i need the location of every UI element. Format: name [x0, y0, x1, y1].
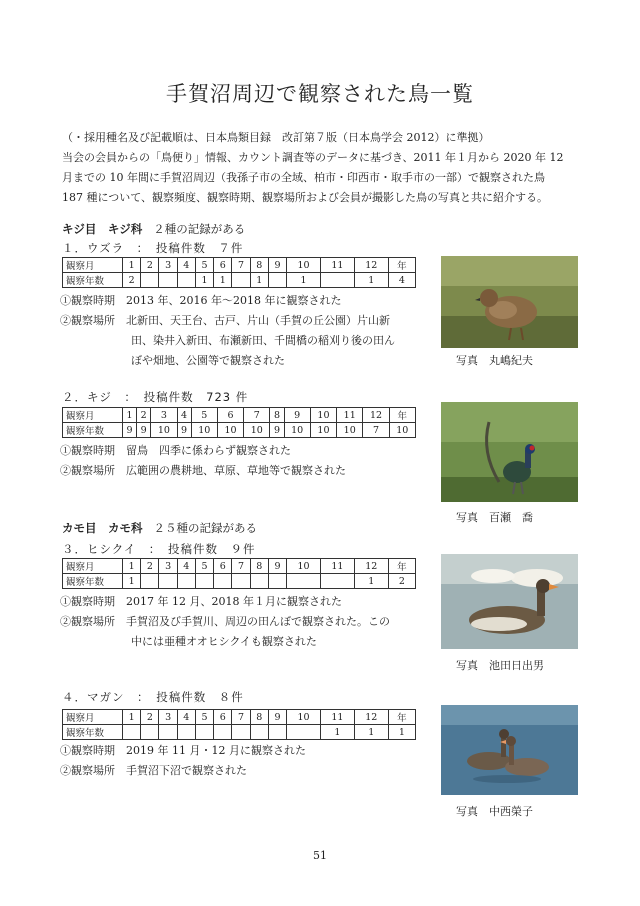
- count-cell: [177, 725, 195, 740]
- count-cell: [287, 725, 321, 740]
- month-cell: 7: [232, 258, 250, 273]
- month-cell: 12: [354, 559, 388, 574]
- observation-place: 中には亜種オオヒシクイも観察された: [131, 635, 317, 648]
- observation-period: ①観察時期 2019 年 11 月・12 月に観察された: [60, 744, 306, 757]
- count-cell: 1: [354, 725, 388, 740]
- count-cell: 7: [363, 423, 389, 438]
- observation-place: ②観察場所 手賀沼及び手賀川、周辺の田んぼで観察された。この: [60, 615, 390, 628]
- count-cell: [232, 725, 250, 740]
- bean-goose-photo: [441, 554, 578, 649]
- month-cell: 8: [250, 258, 268, 273]
- month-cell: 10: [287, 559, 321, 574]
- count-cell: 10: [284, 423, 310, 438]
- month-cell: 11: [320, 258, 354, 273]
- page-title: 手賀沼周辺で観察された鳥一覧: [166, 82, 474, 106]
- page-number: 51: [313, 849, 327, 862]
- month-cell: 11: [320, 710, 354, 725]
- row-label: 観察年数: [63, 273, 123, 288]
- species-notes: [60, 441, 346, 481]
- intro-text: [62, 128, 582, 208]
- month-row: [63, 559, 416, 574]
- month-cell: 4: [177, 408, 191, 423]
- quail-photo: [441, 256, 578, 348]
- month-cell: 5: [195, 710, 213, 725]
- photo-credit: 写真 百瀬 喬: [456, 511, 533, 524]
- month-cell: 12: [354, 258, 388, 273]
- row-label: 観察年数: [63, 574, 123, 589]
- count-cell: 10: [151, 423, 177, 438]
- month-cell: 12: [354, 710, 388, 725]
- count-cell: 1: [123, 574, 141, 589]
- intro-line: 187 種について、観察頻度、観察時期、観察場所および会員が撮影した鳥の写真と共に紹介する。: [62, 191, 549, 204]
- intro-line: 当会の会員からの「鳥便り」情報、カウント調査等のデータに基づき、2011 年１月から 2020 年 12: [62, 151, 564, 164]
- count-cell: [141, 725, 159, 740]
- species-notes: [60, 291, 395, 371]
- intro-line: （・採用種名及び記載順は、日本鳥類目録 改訂第７版（日本鳥学会 2012）に準拠）: [62, 131, 490, 144]
- count-cell: 1: [354, 273, 388, 288]
- count-cell: 9: [270, 423, 284, 438]
- observation-period: ①観察時期 2017 年 12 月、2018 年１月に観察された: [60, 595, 342, 608]
- month-cell: 5: [191, 408, 217, 423]
- row-label: 観察年数: [63, 725, 123, 740]
- photo-credit: 写真 丸嶋紀夫: [456, 354, 533, 367]
- photo-credit: 写真 中西榮子: [456, 805, 533, 818]
- observation-place: ②観察場所 北新田、天王台、古戸、片山（手賀の丘公園）片山新: [60, 314, 390, 327]
- count-cell: [141, 574, 159, 589]
- month-cell: 1: [123, 559, 141, 574]
- count-cell: 9: [177, 423, 191, 438]
- observation-table: [62, 558, 416, 589]
- count-cell: [195, 574, 213, 589]
- row-label: 観察月: [63, 710, 123, 725]
- observation-place: ②観察場所 手賀沼下沼で観察された: [60, 764, 247, 777]
- month-cell: 6: [217, 408, 243, 423]
- month-cell: 9: [268, 559, 286, 574]
- observation-period: ①観察時期 留鳥 四季に係わらず観察された: [60, 444, 291, 457]
- observation-table: [62, 407, 416, 438]
- count-cell: [159, 273, 177, 288]
- count-cell: 1: [287, 273, 321, 288]
- observation-period: ①観察時期 2013 年、2016 年～2018 年に観察された: [60, 294, 342, 307]
- species-notes: [60, 741, 306, 781]
- count-cell: [159, 574, 177, 589]
- species-title: ３．ヒシクイ ： 投稿件数 ９件: [62, 542, 256, 556]
- count-cell: 9: [137, 423, 151, 438]
- month-cell: 1: [123, 710, 141, 725]
- count-cell: 1: [195, 273, 213, 288]
- white-fronted-goose-photo: [441, 705, 578, 795]
- month-row: [63, 710, 416, 725]
- order-note: ２種の記録がある: [153, 222, 246, 236]
- month-row: [63, 258, 416, 273]
- month-cell: 年: [388, 710, 415, 725]
- count-cell: 1: [250, 273, 268, 288]
- count-row: [63, 273, 416, 288]
- month-cell: 6: [214, 559, 232, 574]
- count-cell: [268, 273, 286, 288]
- month-cell: 4: [177, 258, 195, 273]
- month-cell: 2: [137, 408, 151, 423]
- species-title: １．ウズラ ： 投稿件数 ７件: [62, 241, 244, 255]
- species-title: ４．マガン ： 投稿件数 ８件: [62, 690, 244, 704]
- order-heading: [62, 520, 257, 536]
- count-cell: 10: [217, 423, 243, 438]
- month-cell: 8: [250, 710, 268, 725]
- month-cell: 5: [195, 258, 213, 273]
- month-cell: 2: [141, 710, 159, 725]
- count-cell: 4: [388, 273, 415, 288]
- month-cell: 7: [232, 710, 250, 725]
- species-title: ２．キジ ： 投稿件数 723 件: [62, 390, 249, 404]
- count-cell: [232, 273, 250, 288]
- count-cell: 1: [354, 574, 388, 589]
- month-cell: 年: [388, 258, 415, 273]
- count-cell: [268, 574, 286, 589]
- month-cell: 1: [123, 408, 137, 423]
- count-cell: [159, 725, 177, 740]
- observation-place: 田、染井入新田、布瀬新田、千間橋の稲刈り後の田ん: [131, 334, 395, 347]
- month-cell: 2: [141, 559, 159, 574]
- observation-table: [62, 257, 416, 288]
- month-cell: 7: [232, 559, 250, 574]
- count-cell: [250, 725, 268, 740]
- order-label: キジ目 キジ科: [62, 222, 143, 236]
- count-cell: 1: [320, 725, 354, 740]
- count-cell: [177, 273, 195, 288]
- row-label: 観察月: [63, 408, 123, 423]
- month-cell: 12: [363, 408, 389, 423]
- count-row: [63, 423, 416, 438]
- count-cell: 10: [191, 423, 217, 438]
- month-cell: 10: [287, 258, 321, 273]
- order-label: カモ目 カモ科: [62, 521, 143, 535]
- count-cell: 1: [388, 725, 415, 740]
- month-cell: 4: [177, 710, 195, 725]
- count-cell: [287, 574, 321, 589]
- month-cell: 5: [195, 559, 213, 574]
- month-cell: 3: [159, 258, 177, 273]
- month-cell: 4: [177, 559, 195, 574]
- count-cell: 2: [123, 273, 141, 288]
- count-cell: 10: [310, 423, 336, 438]
- row-label: 観察月: [63, 559, 123, 574]
- count-cell: 10: [244, 423, 270, 438]
- count-cell: [250, 574, 268, 589]
- count-cell: 1: [214, 273, 232, 288]
- month-cell: 9: [268, 710, 286, 725]
- month-row: [63, 408, 416, 423]
- month-cell: 3: [151, 408, 177, 423]
- month-cell: 年: [388, 559, 415, 574]
- month-cell: 6: [214, 258, 232, 273]
- month-cell: 2: [141, 258, 159, 273]
- month-cell: 年: [389, 408, 415, 423]
- observation-table: [62, 709, 416, 740]
- pheasant-photo: [441, 402, 578, 502]
- month-cell: 10: [287, 710, 321, 725]
- count-cell: 9: [123, 423, 137, 438]
- month-cell: 8: [270, 408, 284, 423]
- count-cell: [268, 725, 286, 740]
- order-heading: [62, 221, 245, 237]
- intro-line: 月までの 10 年間に手賀沼周辺（我孫子市の全域、柏市・印西市・取手市の一部）で観察された鳥: [62, 171, 545, 184]
- month-cell: 7: [244, 408, 270, 423]
- count-cell: [177, 574, 195, 589]
- month-cell: 6: [214, 710, 232, 725]
- count-cell: 2: [388, 574, 415, 589]
- count-cell: 10: [389, 423, 415, 438]
- month-cell: 10: [310, 408, 336, 423]
- count-cell: [123, 725, 141, 740]
- photo-credit: 写真 池田日出男: [456, 659, 544, 672]
- row-label: 観察年数: [63, 423, 123, 438]
- count-row: [63, 574, 416, 589]
- count-cell: [141, 273, 159, 288]
- count-cell: 10: [337, 423, 363, 438]
- count-cell: [320, 574, 354, 589]
- count-cell: [214, 725, 232, 740]
- month-cell: 3: [159, 559, 177, 574]
- count-cell: [195, 725, 213, 740]
- month-cell: 11: [320, 559, 354, 574]
- row-label: 観察月: [63, 258, 123, 273]
- month-cell: 11: [337, 408, 363, 423]
- count-cell: [232, 574, 250, 589]
- month-cell: 9: [284, 408, 310, 423]
- month-cell: 3: [159, 710, 177, 725]
- order-note: ２５種の記録がある: [153, 521, 257, 535]
- count-cell: [320, 273, 354, 288]
- observation-place: ぼや畑地、公園等で観察された: [131, 354, 285, 367]
- count-cell: [214, 574, 232, 589]
- month-cell: 9: [268, 258, 286, 273]
- observation-place: ②観察場所 広範囲の農耕地、草原、草地等で観察された: [60, 464, 346, 477]
- month-cell: 1: [123, 258, 141, 273]
- month-cell: 8: [250, 559, 268, 574]
- species-notes: [60, 592, 390, 652]
- count-row: [63, 725, 416, 740]
